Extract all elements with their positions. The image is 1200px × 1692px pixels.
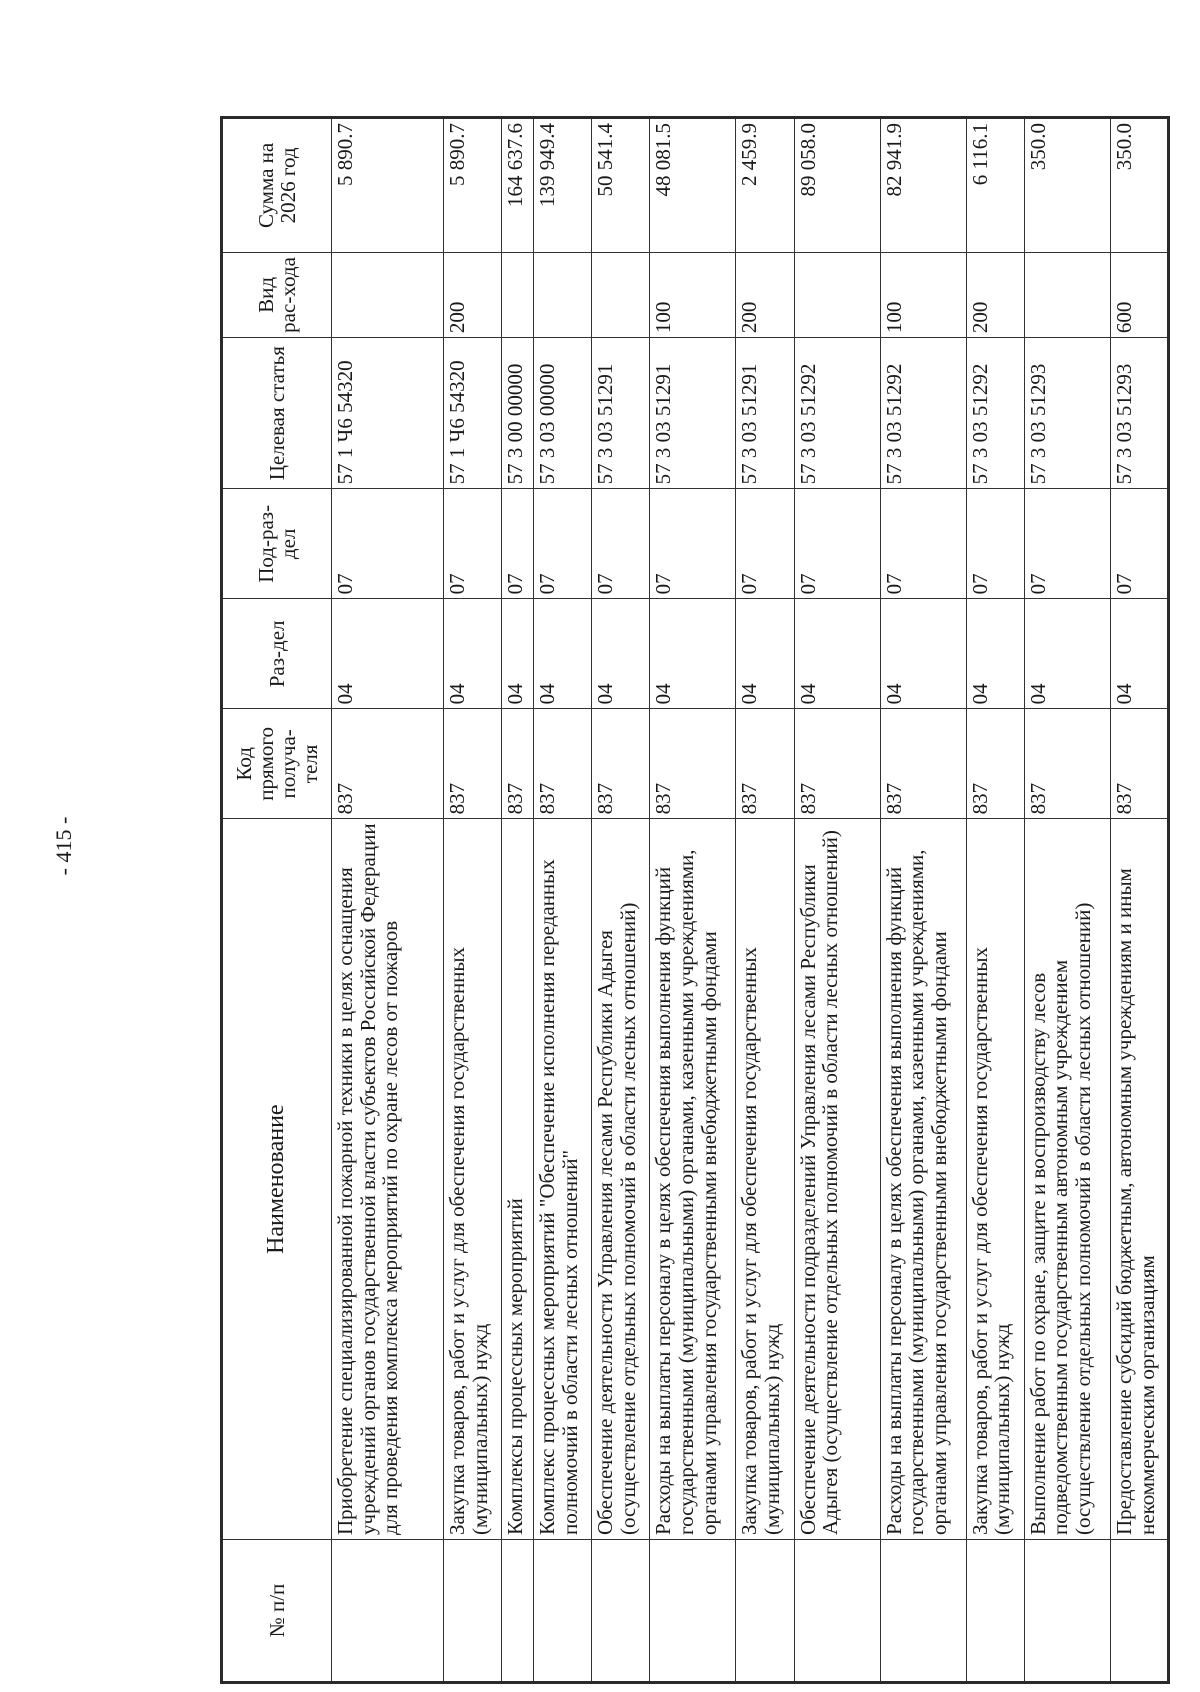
header-recipient-code: Код прямого получа-теля — [222, 709, 332, 819]
row-name: Расходы на выплаты персоналу в целях обеспечения выполнения функций государственными (муниципальными) органами, казенными учреждениями, органами управления государственными внебюджетными фондами — [880, 819, 966, 1540]
row-amount: 89 058.0 — [794, 118, 880, 253]
row-recipient-code: 837 — [332, 709, 444, 819]
row-subsection: 07 — [332, 489, 444, 599]
row-recipient-code: 837 — [443, 709, 501, 819]
header-num: № п/п — [222, 1539, 332, 1682]
row-target-article: 57 3 03 51293 — [1024, 338, 1110, 489]
table-row — [332, 118, 444, 1683]
table-row — [1024, 118, 1110, 1683]
table-row — [966, 118, 1024, 1683]
row-num — [736, 1539, 794, 1682]
row-recipient-code: 837 — [1110, 709, 1168, 819]
row-subsection: 07 — [736, 489, 794, 599]
row-amount: 350.0 — [1024, 118, 1110, 253]
budget-table — [220, 116, 1170, 1684]
row-section: 04 — [332, 599, 444, 709]
row-subsection: 07 — [443, 489, 501, 599]
row-num — [592, 1539, 650, 1682]
header-row — [222, 118, 332, 1683]
row-subsection: 07 — [650, 489, 736, 599]
table-row — [650, 118, 736, 1683]
page-number: - 415 - — [51, 816, 76, 876]
header-subsection: Под-раз-дел — [222, 489, 332, 599]
row-expense-type — [794, 252, 880, 337]
row-amount: 48 081.5 — [650, 118, 736, 253]
row-target-article: 57 3 03 51291 — [592, 338, 650, 489]
row-target-article: 57 3 03 00000 — [534, 338, 592, 489]
table-row — [880, 118, 966, 1683]
row-amount: 2 459.9 — [736, 118, 794, 253]
row-num — [880, 1539, 966, 1682]
row-recipient-code: 837 — [794, 709, 880, 819]
row-expense-type: 200 — [736, 252, 794, 337]
row-recipient-code: 837 — [880, 709, 966, 819]
row-subsection: 07 — [1024, 489, 1110, 599]
row-recipient-code: 837 — [966, 709, 1024, 819]
row-expense-type — [534, 252, 592, 337]
row-num — [650, 1539, 736, 1682]
row-amount: 82 941.9 — [880, 118, 966, 253]
table-row — [794, 118, 880, 1683]
row-section: 04 — [534, 599, 592, 709]
row-num — [534, 1539, 592, 1682]
row-num — [443, 1539, 501, 1682]
row-recipient-code: 837 — [1024, 709, 1110, 819]
row-num — [1024, 1539, 1110, 1682]
row-subsection: 07 — [534, 489, 592, 599]
row-expense-type — [501, 252, 533, 337]
row-name: Закупка товаров, работ и услуг для обеспечения государственных (муниципальных) нужд — [736, 819, 794, 1540]
row-target-article: 57 1 Ч6 54320 — [332, 338, 444, 489]
row-expense-type — [592, 252, 650, 337]
row-subsection: 07 — [966, 489, 1024, 599]
row-name: Обеспечение деятельности подразделений Управления лесами Республики Адыгея (осуществление отдельных полномочий в области лесных отношений) — [794, 819, 880, 1540]
row-target-article: 57 3 03 51291 — [650, 338, 736, 489]
row-amount: 5 890.7 — [332, 118, 444, 253]
row-name: Комплекс процессных мероприятий "Обеспечение исполнения переданных полномочий в области лесных отношений" — [534, 819, 592, 1540]
header-target-article: Целевая статья — [222, 338, 332, 489]
table-row — [1110, 118, 1168, 1683]
row-expense-type: 200 — [443, 252, 501, 337]
row-expense-type: 600 — [1110, 252, 1168, 337]
row-name: Закупка товаров, работ и услуг для обеспечения государственных (муниципальных) нужд — [443, 819, 501, 1540]
row-target-article: 57 3 00 00000 — [501, 338, 533, 489]
row-name: Приобретение специализированной пожарной техники в целях оснащения учреждений органов государственной власти субъектов Российской Федерации для проведения комплекса мероприятий по охране лесов от пожаров — [332, 819, 444, 1540]
row-section: 04 — [1110, 599, 1168, 709]
row-name: Комплексы процессных мероприятий — [501, 819, 533, 1540]
row-amount: 139 949.4 — [534, 118, 592, 253]
row-section: 04 — [650, 599, 736, 709]
row-expense-type: 100 — [880, 252, 966, 337]
row-recipient-code: 837 — [534, 709, 592, 819]
row-num — [332, 1539, 444, 1682]
row-target-article: 57 3 03 51291 — [736, 338, 794, 489]
row-name: Обеспечение деятельности Управления лесами Республики Адыгея (осуществление отдельных полномочий в области лесных отношений) — [592, 819, 650, 1540]
row-name: Предоставление субсидий бюджетным, автономным учреждениям и иным некоммерческим организациям — [1110, 819, 1168, 1540]
table-row — [592, 118, 650, 1683]
row-section: 04 — [966, 599, 1024, 709]
table-row — [443, 118, 501, 1683]
row-num — [501, 1539, 533, 1682]
row-section: 04 — [1024, 599, 1110, 709]
row-amount: 6 116.1 — [966, 118, 1024, 253]
row-section: 04 — [794, 599, 880, 709]
row-recipient-code: 837 — [736, 709, 794, 819]
row-name: Выполнение работ по охране, защите и воспроизводству лесов подведомственным государственным автономным учреждением (осуществление отдельных полномочий в области лесных отношений) — [1024, 819, 1110, 1540]
row-section: 04 — [880, 599, 966, 709]
row-amount: 5 890.7 — [443, 118, 501, 253]
row-target-article: 57 3 03 51292 — [794, 338, 880, 489]
row-recipient-code: 837 — [592, 709, 650, 819]
row-num — [794, 1539, 880, 1682]
row-expense-type — [1024, 252, 1110, 337]
row-subsection: 07 — [880, 489, 966, 599]
row-section: 04 — [592, 599, 650, 709]
row-subsection: 07 — [1110, 489, 1168, 599]
row-recipient-code: 837 — [650, 709, 736, 819]
row-expense-type — [332, 252, 444, 337]
row-num — [966, 1539, 1024, 1682]
row-amount: 350.0 — [1110, 118, 1168, 253]
row-amount: 50 541.4 — [592, 118, 650, 253]
header-expense-type: Вид рас-хода — [222, 252, 332, 337]
row-target-article: 57 3 03 51292 — [966, 338, 1024, 489]
row-num — [1110, 1539, 1168, 1682]
row-expense-type: 100 — [650, 252, 736, 337]
row-recipient-code: 837 — [501, 709, 533, 819]
table-row — [501, 118, 533, 1683]
row-amount: 164 637.6 — [501, 118, 533, 253]
header-name: Наименование — [222, 819, 332, 1540]
row-name: Закупка товаров, работ и услуг для обеспечения государственных (муниципальных) нужд — [966, 819, 1024, 1540]
row-target-article: 57 3 03 51293 — [1110, 338, 1168, 489]
row-target-article: 57 3 03 51292 — [880, 338, 966, 489]
table-row — [736, 118, 794, 1683]
row-subsection: 07 — [794, 489, 880, 599]
row-section: 04 — [501, 599, 533, 709]
row-section: 04 — [736, 599, 794, 709]
header-amount-2026: Сумма на 2026 год — [222, 118, 332, 253]
row-subsection: 07 — [501, 489, 533, 599]
table-row — [534, 118, 592, 1683]
row-target-article: 57 1 Ч6 54320 — [443, 338, 501, 489]
row-section: 04 — [443, 599, 501, 709]
row-expense-type: 200 — [966, 252, 1024, 337]
header-section: Раз-дел — [222, 599, 332, 709]
row-subsection: 07 — [592, 489, 650, 599]
table-container — [220, 116, 1170, 1684]
row-name: Расходы на выплаты персоналу в целях обеспечения выполнения функций государственными (муниципальными) органами, казенными учреждениями, органами управления государственными внебюджетными фондами — [650, 819, 736, 1540]
